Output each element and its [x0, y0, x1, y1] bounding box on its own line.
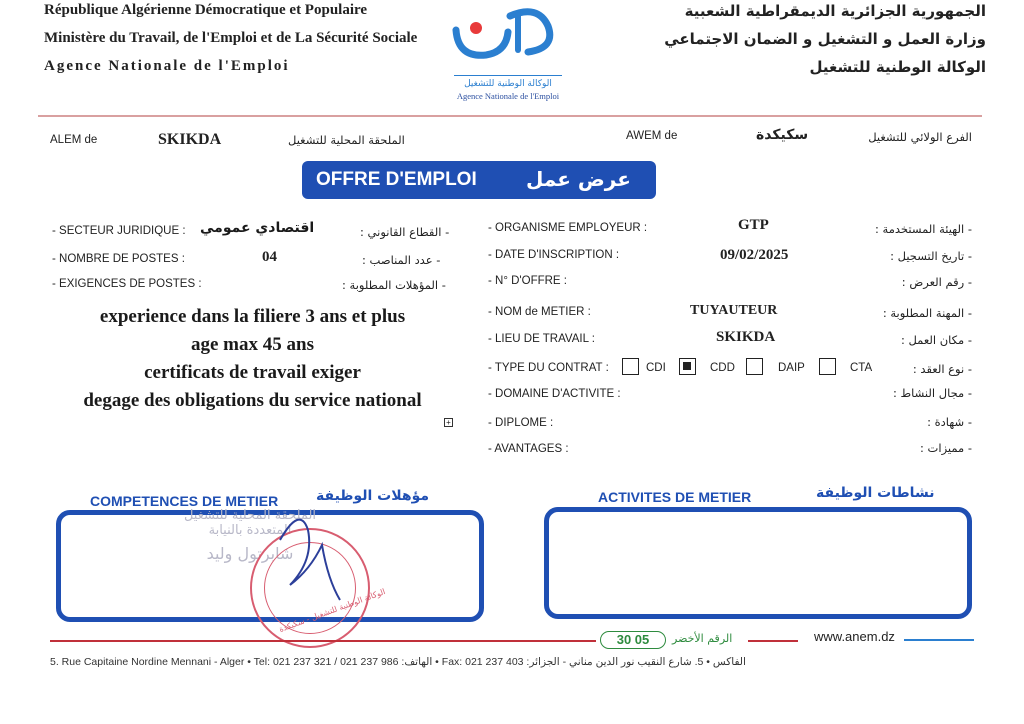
secteur-value: اقتصادي عمومي [200, 220, 315, 236]
green-number-ar: الرقم الأخضر [672, 632, 733, 645]
awem-label: AWEM de [626, 130, 678, 142]
footer-blue-line [904, 639, 974, 641]
metier-ar-label: - المهنة المطلوبة : [882, 306, 972, 320]
metier-label: - NOM de METIER : [488, 306, 591, 318]
website-link[interactable]: www.anem.dz [814, 629, 895, 644]
secteur-label: - SECTEUR JURIDIQUE : [52, 225, 186, 237]
lieu-label: - LIEU DE TRAVAIL : [488, 333, 595, 345]
organisme-value: GTP [738, 217, 769, 233]
header-ar-line3: الوكالة الوطنية للتشغيل [809, 58, 986, 76]
header-divider [38, 115, 982, 117]
requirement-item: experience dans la filiere 3 ans et plus [99, 306, 406, 327]
activites-title: ACTIVITES DE METIER [598, 489, 752, 505]
contrat-ar-label: - نوع العقد : [912, 362, 972, 376]
header-ar-line2: وزارة العمل و التشغيل و الضمان الاجتماعي [664, 30, 986, 48]
green-number-badge: 30 05 [600, 631, 666, 649]
contract-cdd-label: CDD [710, 362, 735, 374]
expand-icon[interactable]: + [444, 418, 453, 427]
alem-value: SKIKDA [158, 131, 222, 148]
signature-icon [270, 500, 350, 610]
lieu-ar-label: - مكان العمل : [900, 333, 972, 347]
footer-address: 5. Rue Capitaine Nordine Mennani - Alger • Tel: 021 237 321 / 021 237 986 :الهاتف • Fax: 021 237 403 :الفاكس • 5. شارع النقيب نور الدين مناني - الجزائر [50, 656, 746, 668]
competences-title: COMPETENCES DE METIER [90, 493, 279, 509]
header-fr-line1: République Algérienne Démocratique et Populaire [44, 2, 368, 18]
contrat-label: - TYPE DU CONTRAT : [488, 362, 609, 374]
anem-logo [448, 0, 568, 106]
contract-daip-checkbox[interactable] [746, 358, 763, 375]
stamp-ring-text: الوكالة الوطنية للتشغيل - سكيكدة [277, 587, 387, 634]
offre-ar-label: - رقم العرض : [901, 275, 972, 289]
alem-ar-label: الملحقة المحلية للتشغيل [288, 133, 405, 147]
contract-cta-checkbox[interactable] [819, 358, 836, 375]
diplome-ar-label: - شهادة : [927, 415, 972, 429]
requirements-list [40, 303, 465, 415]
avantages-ar-label: - مميزات : [920, 441, 972, 455]
contract-cdd-checkbox[interactable] [679, 358, 696, 375]
contract-cdi-checkbox[interactable] [622, 358, 639, 375]
header-ar-line1: الجمهورية الجزائرية الديمقراطية الشعبية [684, 2, 986, 20]
logo-fr-text: Agence Nationale de l'Emploi [456, 91, 560, 101]
offre-banner [302, 161, 656, 199]
header-fr-line3: Agence Nationale de l'Emploi [44, 58, 290, 74]
domaine-label: - DOMAINE D'ACTIVITE : [488, 388, 621, 400]
footer-red-line-2 [748, 640, 798, 642]
secteur-ar-label: - القطاع القانوني : [360, 225, 450, 239]
exigences-ar-label: - المؤهلات المطلوبة : [342, 278, 446, 292]
postes-label: - NOMBRE DE POSTES : [52, 253, 185, 265]
activites-title-ar: نشاطات الوظيفة [816, 485, 935, 501]
awem-value: سكيكدة [756, 127, 809, 143]
alem-label: ALEM de [50, 134, 98, 146]
organisme-label: - ORGANISME EMPLOYEUR : [488, 222, 648, 234]
logo-ar-text: الوكالة الوطنية للتشغيل [464, 79, 552, 89]
postes-value: 04 [262, 249, 277, 265]
awem-ar-label: الفرع الولائي للتشغيل [868, 130, 972, 144]
offre-label: - N° D'OFFRE : [488, 275, 567, 287]
anem-logo-icon [448, 0, 568, 70]
competences-title-ar: مؤهلات الوظيفة [316, 488, 430, 504]
stamp-line2: المتعددة بالنيابة [208, 523, 292, 538]
contract-cdi-label: CDI [646, 362, 666, 374]
stamp-line3: شابرتول وليد [206, 544, 294, 563]
footer-red-line [50, 640, 596, 642]
domaine-ar-label: - مجال النشاط : [892, 386, 972, 400]
organisme-ar-label: - الهيئة المستخدمة : [875, 222, 972, 236]
lieu-value: SKIKDA [716, 329, 776, 345]
activites-box [544, 507, 972, 619]
requirement-item: degage des obligations du service national [83, 390, 422, 411]
banner-fr: OFFRE D'EMPLOI [316, 169, 477, 190]
date-ar-label: - تاريخ التسجيل : [890, 249, 972, 263]
requirement-item: age max 45 ans [191, 334, 314, 355]
stamp-line1: الملحقة المحلية للتشغيل [183, 508, 317, 523]
avantages-label: - AVANTAGES : [488, 443, 569, 455]
postes-ar-label: - عدد المناصب : [362, 253, 441, 267]
date-value: 09/02/2025 [720, 247, 789, 263]
header-fr-line2: Ministère du Travail, de l'Emploi et de La Sécurité Sociale [44, 30, 418, 46]
contract-cta-label: CTA [850, 362, 873, 374]
diplome-label: - DIPLOME : [488, 417, 554, 429]
banner-ar: عرض عمل [526, 167, 631, 191]
requirement-item: certificats de travail exiger [144, 362, 361, 383]
date-label: - DATE D'INSCRIPTION : [488, 249, 620, 261]
metier-value: TUYAUTEUR [690, 303, 778, 318]
exigences-label: - EXIGENCES DE POSTES : [52, 278, 202, 290]
contract-daip-label: DAIP [778, 362, 805, 374]
